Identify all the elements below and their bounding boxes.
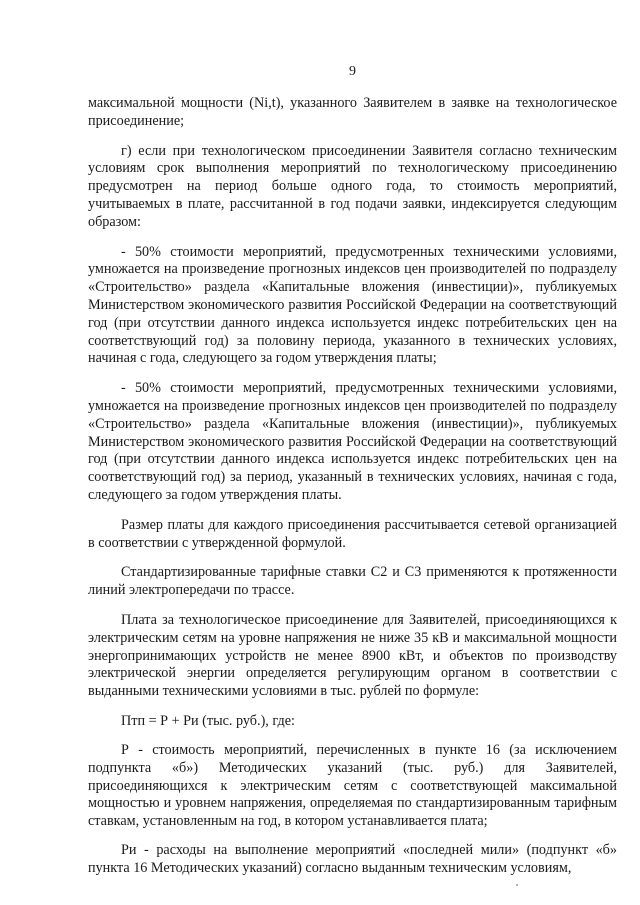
paragraph-tariff-rates: Стандартизированные тарифные ставки С2 и С3 применяются к протяженности линий электропередачи по трассе. [88, 564, 617, 599]
page-number: 9 [349, 64, 356, 79]
paragraph-fee-calculation: Размер платы для каждого присоединения рассчитывается сетевой организацией в соответствии с утвержденной формулой. [88, 516, 617, 551]
paragraph-indexation-second-half: - 50% стоимости мероприятий, предусмотренных техническими условиями, умножается на произведение прогнозных индексов цен производителей по подразделу «Строительство» раздела «Капитальные вложения (инвестиции)», публикуемых Министерством экономического развития Российской Федерации на соответствующий год (при отсутствии данного индекса используется индекс потребительских цен на соответствующий год) за период, указанный в технических условиях, начиная с года, следующего за годом утверждения платы. [88, 380, 617, 503]
paragraph-p-definition: Р - стоимость мероприятий, перечисленных в пункте 16 (за исключением подпункта «б») Методических указаний (тыс. руб.) для Заявителей, присоединяющихся к электрическим сетям с соответствующей максимальной мощностью и уровнем напряжения, определяемая по стандартизированным тарифным ставкам, установленным на год, в котором устанавливается плата; [88, 741, 617, 830]
paragraph-indexation-first-half: - 50% стоимости мероприятий, предусмотренных техническими условиями, умножается на произведение прогнозных индексов цен производителей по подразделу «Строительство» раздела «Капитальные вложения (инвестиции)», публикуемых Министерством экономического развития Российской Федерации на соответствующий год (при отсутствии данного индекса используется индекс потребительских цен на соответствующий год) за половину периода, указанного в технических условиях, начиная с года, следующего за годом утверждения платы; [88, 243, 617, 367]
document-page [88, 63, 617, 889]
scan-speck [516, 884, 518, 886]
paragraph-subitem-g: г) если при технологическом присоединении Заявителя согласно техническим условиям срок выполнения мероприятий по технологическому присоединению предусмотрен на период больше одного года, то стоимость мероприятий, учитываемых в плате, рассчитанной в год подачи заявки, индексируется следующим образом: [88, 142, 617, 230]
paragraph-ri-definition: Ри - расходы на выполнение мероприятий «последней мили» (подпункт «б» пункта 16 Методических указаний) согласно выданным техническим условиям, [88, 841, 617, 876]
formula: Птп = Р + Ри (тыс. руб.), где: [121, 712, 295, 729]
paragraph-fee-definition: Плата за технологическое присоединение для Заявителей, присоединяющихся к электрическим сетям на уровне напряжения не ниже 35 кВ и максимальной мощности энергопринимающих устройств не менее 8900 кВт, и объектов по производству электрической энергии определяется регулирующим органом в соответствии с выданными техническими условиями в тыс. рублей по формуле: [88, 611, 617, 700]
paragraph-continuation: максимальной мощности (Ni,t), указанного Заявителем в заявке на технологическое присоединение; [88, 95, 617, 129]
